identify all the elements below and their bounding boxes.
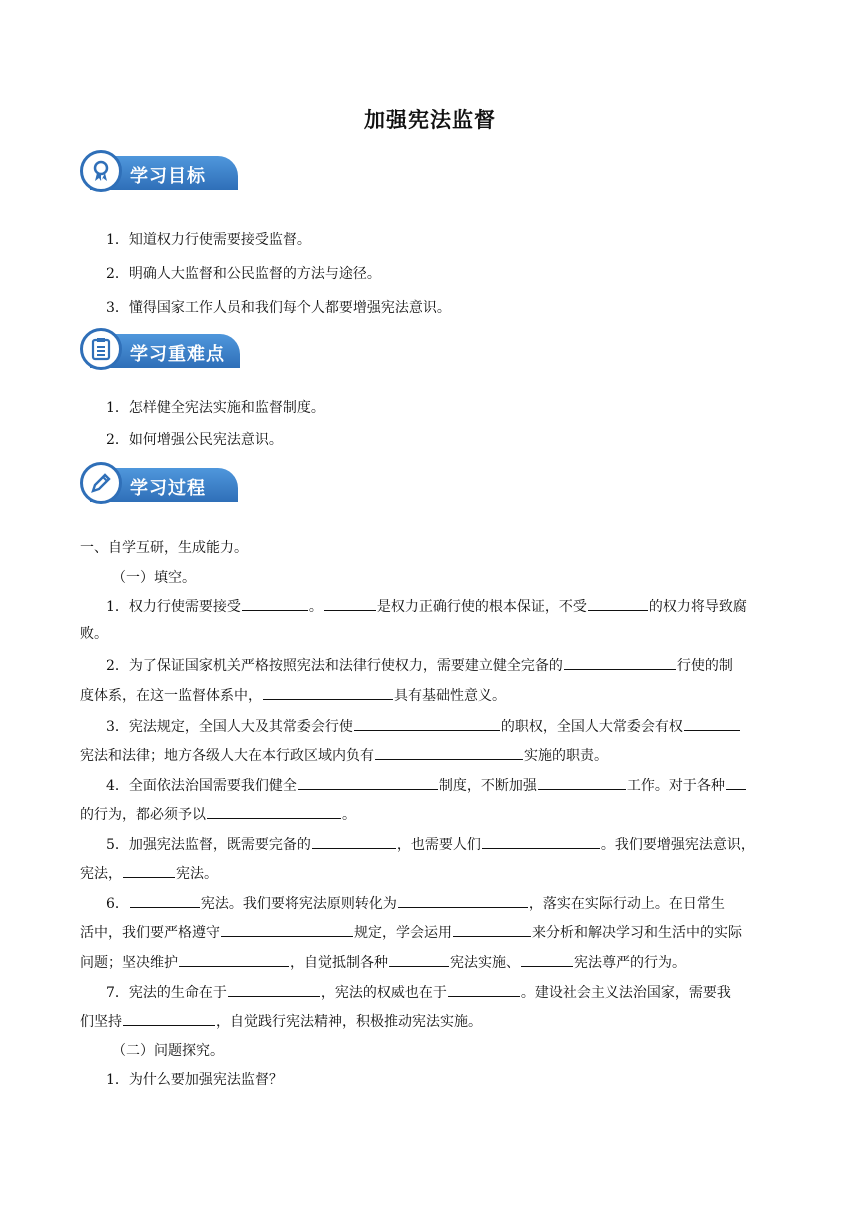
section-label: 学习过程 — [130, 478, 206, 499]
answer-blank[interactable] — [398, 893, 528, 908]
clipboard-list-icon — [80, 328, 122, 370]
question-3-line-1: 3．宪法规定，全国人大及其常委会行使 的职权，全国人大常委会有权 — [106, 716, 806, 737]
answer-blank[interactable] — [179, 952, 289, 967]
key-point-item: 2．如何增强公民宪法意识。 — [106, 432, 283, 448]
question-6-line-3: 问题；坚决维护 ，自觉抵制各种 宪法实施、 宪法尊严的行为。 — [80, 952, 780, 973]
answer-blank[interactable] — [130, 893, 200, 908]
question-4-line-1: 4．全面依法治国需要我们健全 制度，不断加强 工作。对于各种 — [106, 775, 806, 796]
pencil-icon — [80, 462, 122, 504]
answer-blank[interactable] — [684, 716, 740, 731]
section-label: 学习重难点 — [130, 344, 225, 365]
explore-question-1: 1．为什么要加强宪法监督？ — [106, 1072, 283, 1088]
process-heading: 一、自学互研，生成能力。 — [80, 540, 248, 556]
section-label: 学习目标 — [130, 166, 206, 187]
question-7-line-2: 们坚持 ，自觉践行宪法精神，积极推动宪法实施。 — [80, 1011, 780, 1032]
answer-blank[interactable] — [521, 952, 573, 967]
answer-blank[interactable] — [482, 834, 600, 849]
question-2-line-2: 度体系，在这一监督体系中， 具有基础性意义。 — [80, 685, 780, 706]
answer-blank[interactable] — [324, 596, 376, 611]
goal-item: 2．明确人大监督和公民监督的方法与途径。 — [106, 266, 381, 282]
answer-blank[interactable] — [263, 685, 393, 700]
question-2-line-1: 2．为了保证国家机关严格按照宪法和法律行使权力，需要建立健全完备的 行使的制 — [106, 655, 806, 676]
answer-blank[interactable] — [221, 922, 353, 937]
answer-blank[interactable] — [538, 775, 626, 790]
answer-blank[interactable] — [564, 655, 676, 670]
question-1-line-2: 败。 — [80, 626, 108, 642]
question-6-line-2: 活中，我们要严格遵守 规定，学会运用 来分析和解决学习和生活中的实际 — [80, 922, 780, 943]
answer-blank[interactable] — [312, 834, 396, 849]
answer-blank[interactable] — [389, 952, 449, 967]
award-ribbon-icon — [80, 150, 122, 192]
question-3-line-2: 宪法和法律；地方各级人大在本行政区域内负有 实施的职责。 — [80, 745, 780, 766]
fill-heading: （一）填空。 — [112, 570, 196, 586]
question-7-line-1: 7．宪法的生命在于 ，宪法的权威也在于 。建设社会主义法治国家，需要我 — [106, 982, 806, 1003]
goal-item: 3．懂得国家工作人员和我们每个人都要增强宪法意识。 — [106, 300, 451, 316]
answer-blank[interactable] — [726, 775, 746, 790]
question-1-line-1: 1．权力行使需要接受 。 是权力正确行使的根本保证，不受 的权力将导致腐 — [106, 596, 806, 617]
question-5-line-1: 5．加强宪法监督，既需要完备的 ，也需要人们 。我们要增强宪法意识， — [106, 834, 806, 855]
question-5-line-2: 宪法， 宪法。 — [80, 863, 780, 884]
answer-blank[interactable] — [453, 922, 531, 937]
explore-heading: （二）问题探究。 — [112, 1043, 224, 1059]
answer-blank[interactable] — [375, 745, 523, 760]
goal-item: 1．知道权力行使需要接受监督。 — [106, 232, 311, 248]
page-title: 加强宪法监督 — [364, 108, 496, 132]
section-badge-process — [80, 462, 238, 504]
answer-blank[interactable] — [448, 982, 520, 997]
section-badge-goals — [80, 150, 238, 192]
question-6-line-1: 6． 宪法。我们要将宪法原则转化为 ，落实在实际行动上。在日常生 — [106, 893, 806, 914]
answer-blank[interactable] — [123, 863, 175, 878]
answer-blank[interactable] — [123, 1011, 215, 1026]
key-point-item: 1．怎样健全宪法实施和监督制度。 — [106, 400, 325, 416]
answer-blank[interactable] — [228, 982, 320, 997]
answer-blank[interactable] — [242, 596, 308, 611]
answer-blank[interactable] — [207, 804, 341, 819]
section-badge-key-points — [80, 328, 240, 370]
question-4-line-2: 的行为，都必须予以 。 — [80, 804, 780, 825]
answer-blank[interactable] — [298, 775, 438, 790]
answer-blank[interactable] — [354, 716, 500, 731]
answer-blank[interactable] — [588, 596, 648, 611]
